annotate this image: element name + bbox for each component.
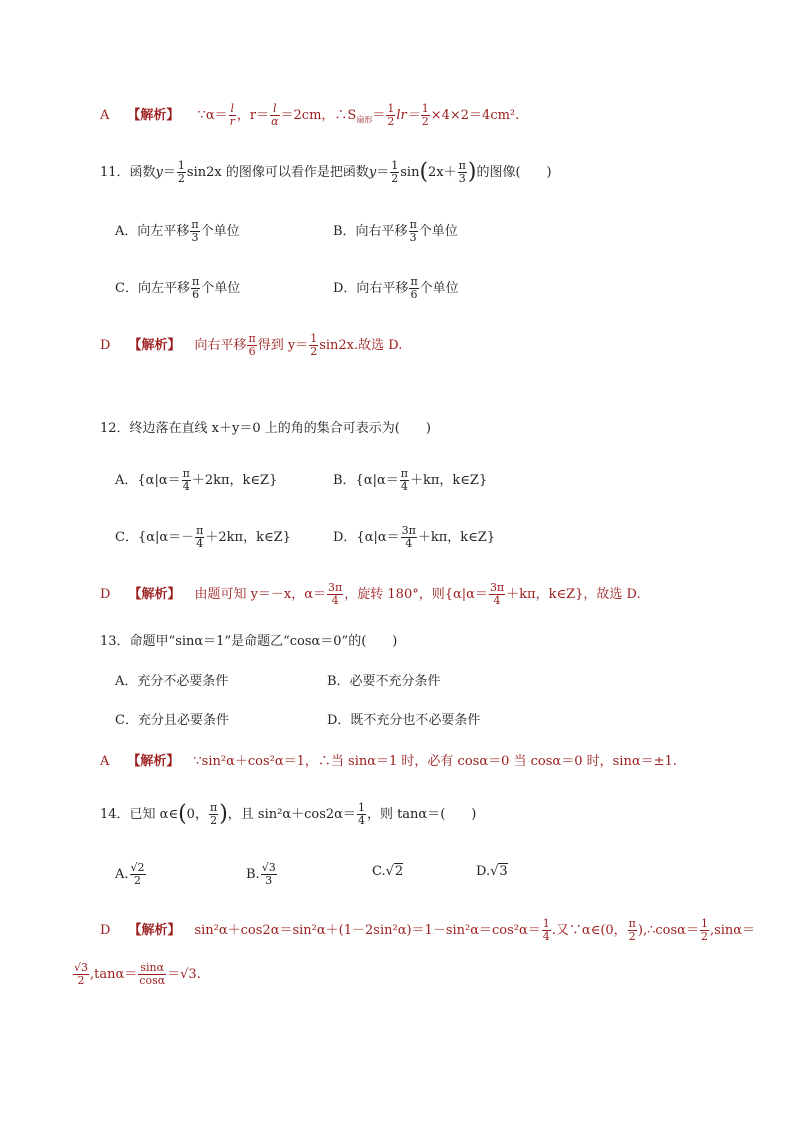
answer-12: D 【解析】 由题可知 y＝－x，α＝ $\frac{3\pi}{4}$ ，旋转 180°，则{α|α＝ $\frac{3\pi}{4}$ ＋kπ，k∈Z}，故选 D. [100, 581, 641, 607]
option-13-b[interactable]: B．必要不充分条件 [327, 674, 441, 689]
answer-14-line2: $\frac{√3}{2}$ ,tanα＝ $\frac{\sin\alpha}{\cos\alpha}$ ＝√3. [74, 961, 201, 987]
option-14-a[interactable]: A. $\frac{√2}{2}$ [115, 861, 145, 887]
option-13-a[interactable]: A．充分不必要条件 [115, 674, 229, 689]
analysis-tag: 【解析】 [127, 108, 180, 123]
option-11-c[interactable]: C．向左平移 $\frac{\pi}{6}$ 个单位 [115, 275, 241, 301]
option-11-b[interactable]: B．向右平移 $\frac{\pi}{3}$ 个单位 [333, 218, 458, 244]
option-13-c[interactable]: C．充分且必要条件 [115, 713, 229, 728]
answer-11: D 【解析】 向右平移 $\frac{\pi}{6}$ 得到 y＝ $\frac{1}{2}$ sin2x.故选 D. [100, 332, 403, 358]
question-11: 11．函数y＝ $\frac{1}{2}$ sin2x 的图像可以看作是把函数y＝ $\frac{1}{2}$ sin(2x＋ $\frac{\pi}{3}$ )的图像( ) [100, 159, 552, 185]
option-14-d[interactable]: D.√3 [476, 864, 508, 879]
question-14: 14．已知 α∈(0， $\frac{\pi}{2}$ )，且 sin²α＋cos2α＝ $\frac{1}{4}$ ，则 tanα＝( ) [100, 801, 477, 827]
option-11-a[interactable]: A．向左平移 $\frac{\pi}{3}$ 个单位 [115, 218, 240, 244]
option-13-d[interactable]: D．既不充分也不必要条件 [327, 713, 481, 728]
option-14-c[interactable]: C.√2 [372, 864, 404, 879]
answer-14: D 【解析】 sin²α＋cos2α＝sin²α＋(1－2sin²α)＝1－sin²α＝cos²α＝ $\frac{1}{4}$ .又∵α∈(0， $\frac{\pi}{2}$ ),∴cosα＝ $\frac{1}{2}$ ,sinα＝ [100, 917, 756, 943]
answer-letter: A [100, 108, 110, 123]
option-12-b[interactable]: B．{α|α＝ $\frac{\pi}{4}$ ＋kπ，k∈Z} [333, 467, 488, 493]
option-12-a[interactable]: A．{α|α＝ $\frac{\pi}{4}$ ＋2kπ，k∈Z} [115, 467, 278, 493]
question-12: 12．终边落在直线 x＋y＝0 上的角的集合可表示为( ) [100, 421, 431, 436]
option-12-c[interactable]: C．{α|α＝－ $\frac{\pi}{4}$ ＋2kπ，k∈Z} [115, 524, 291, 550]
answer-13: A 【解析】 ∵sin²α＋cos²α＝1，∴当 sinα＝1 时，必有 cosα＝0 当 cosα＝0 时，sinα＝±1. [100, 754, 677, 769]
option-14-b[interactable]: B. $\frac{√3}{3}$ [246, 861, 276, 887]
option-11-d[interactable]: D．向右平移 $\frac{\pi}{6}$ 个单位 [333, 275, 459, 301]
answer-10: A 【解析】 ∵α＝ $\frac{l}{r}$ ，r＝ $\frac{l}{\alpha}$ ＝2cm，$\therefore S_{扇形}=$ $\frac{1}{2}$ lr＝ $\frac{1}{2}$ ×4×2＝4cm². [100, 102, 520, 128]
question-13: 13．命题甲“sinα＝1”是命题乙“cosα＝0”的( ) [100, 634, 398, 649]
option-12-d[interactable]: D．{α|α＝ $\frac{3\pi}{4}$ ＋kπ，k∈Z} [333, 524, 496, 550]
